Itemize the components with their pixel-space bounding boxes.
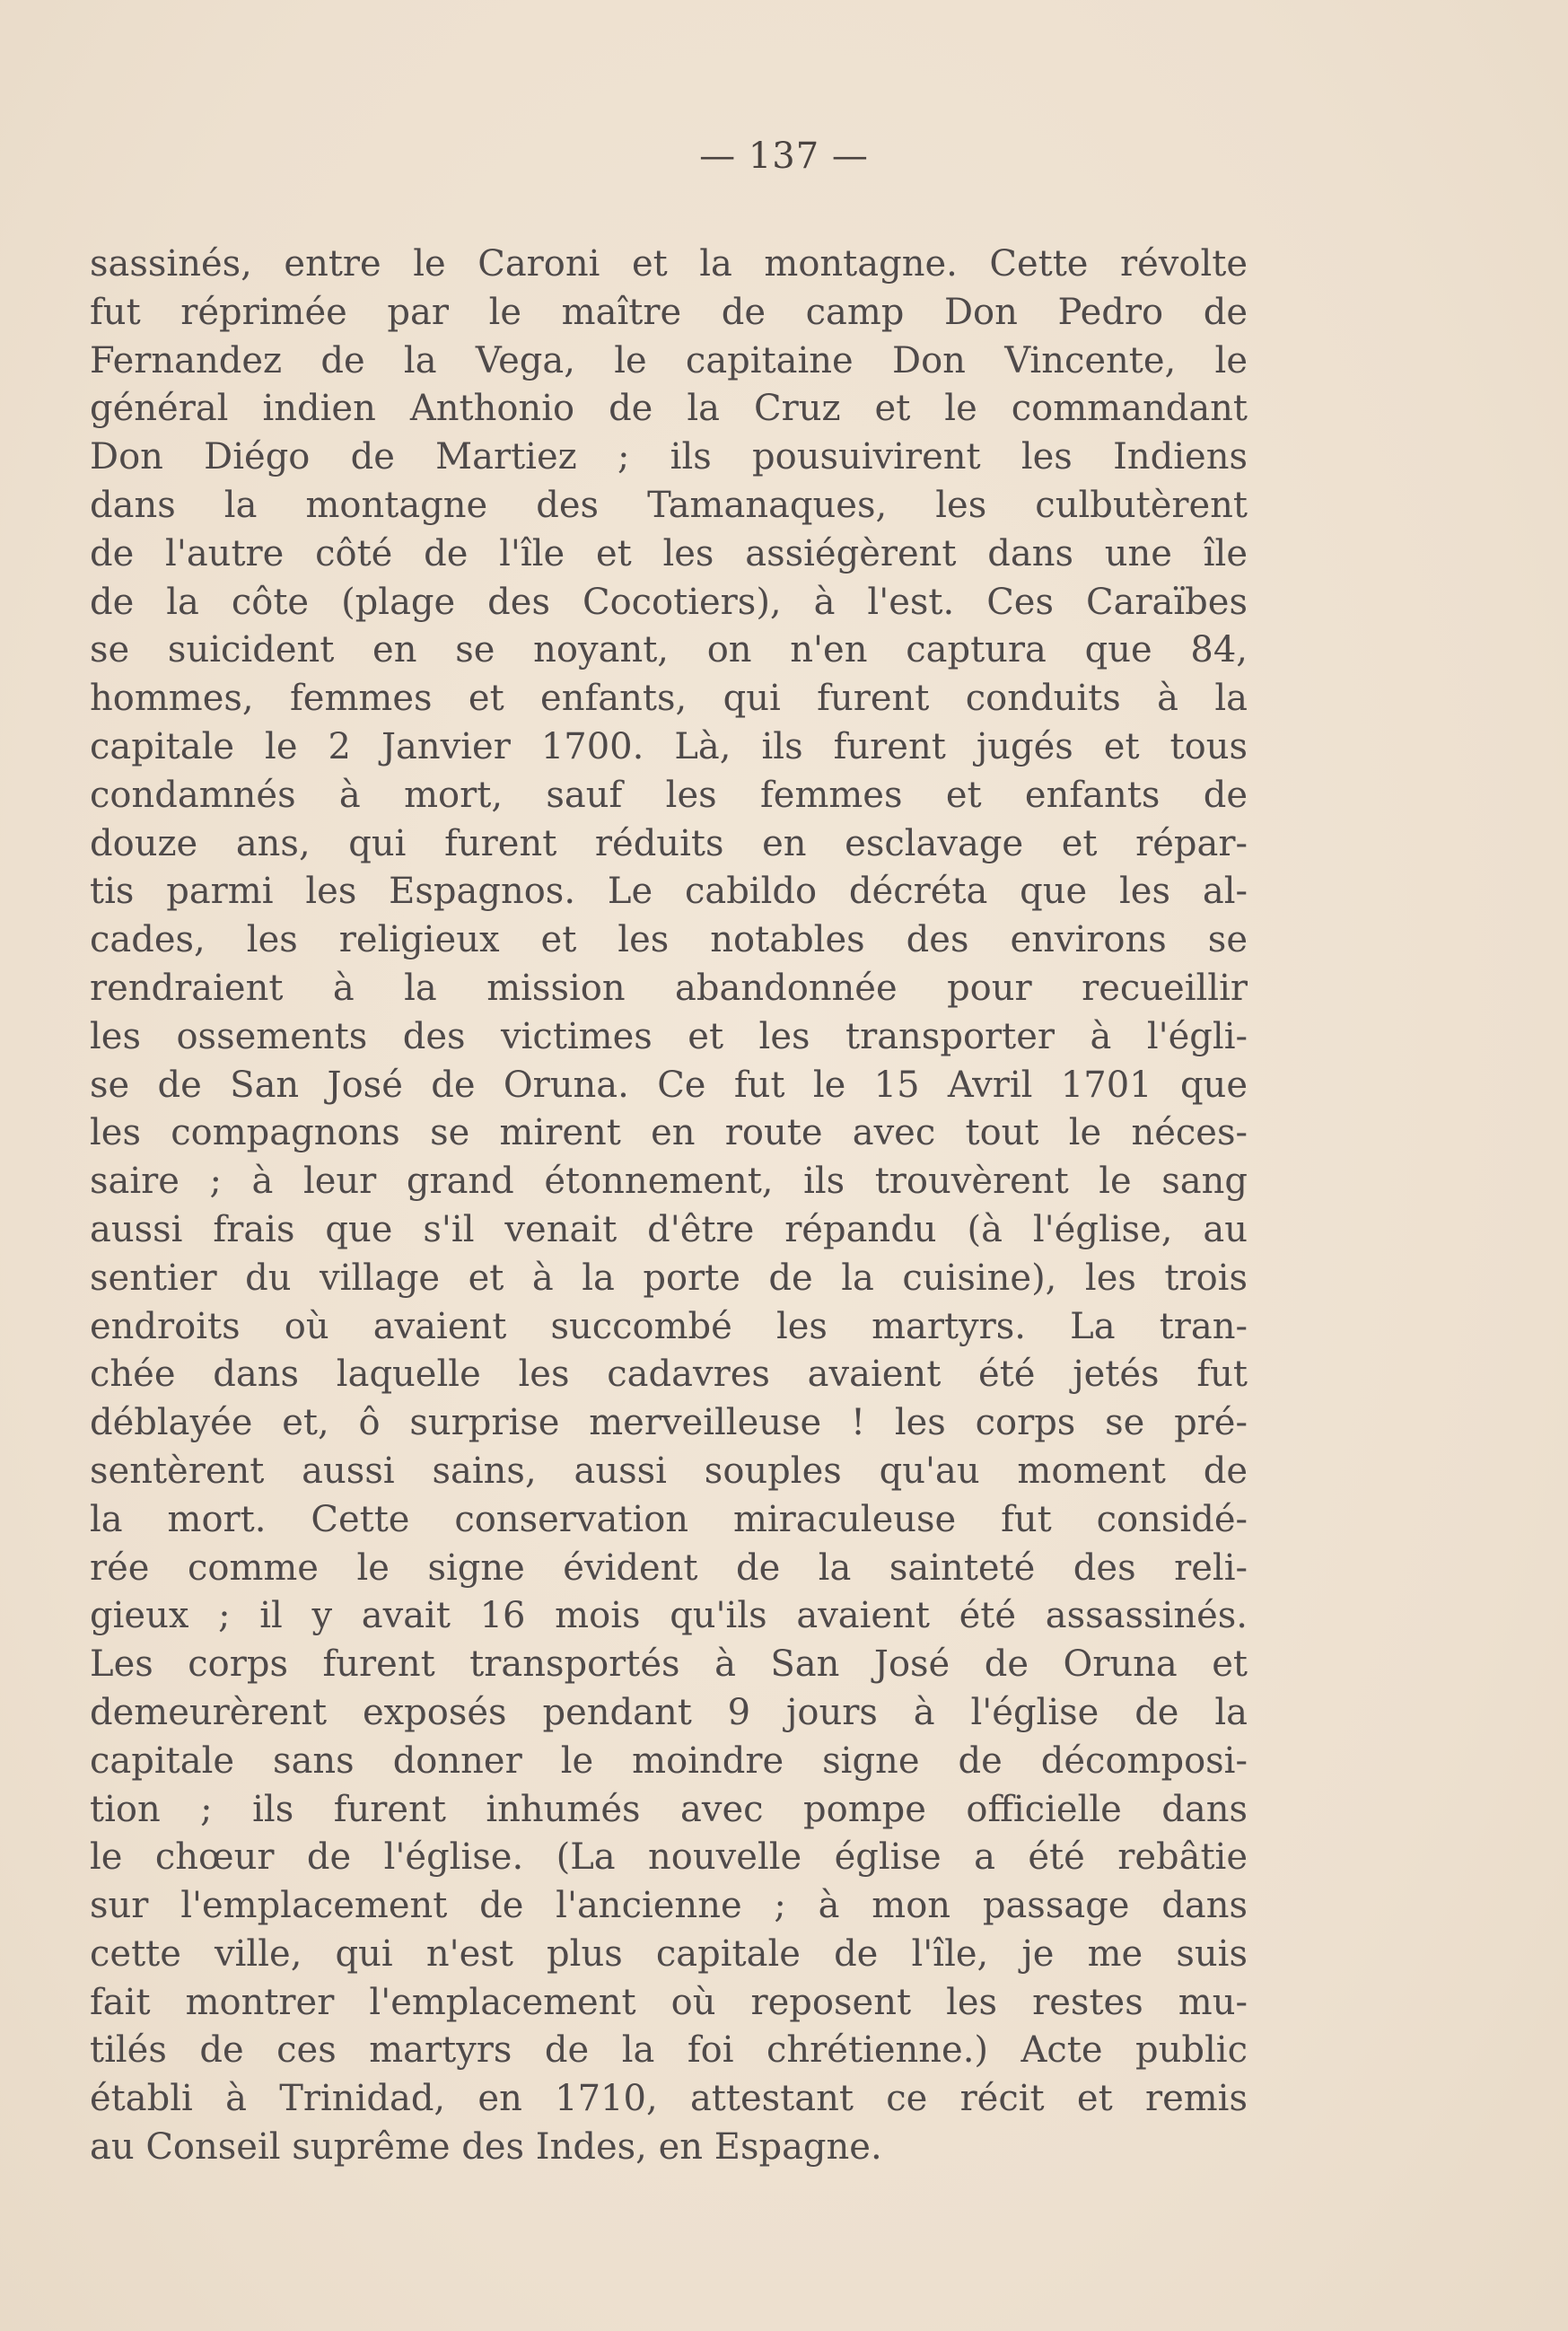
page-number: — 137 — <box>699 136 869 177</box>
text-line: établi à Trinidad, en 1710, attestant ce récit et remis <box>90 2078 1248 2120</box>
text-line: capitale sans donner le moindre signe de décomposi- <box>90 1739 1248 1782</box>
text-line: dans la montagne des Tamanaques, les culbutèrent <box>90 484 1248 526</box>
text-line: aussi frais que s'il venait d'être répandu (à l'église, au <box>90 1208 1248 1250</box>
text-line: sentèrent aussi sains, aussi souples qu'au moment de <box>90 1450 1248 1492</box>
text-line: sur l'emplacement de l'ancienne ; à mon passage dans <box>90 1885 1248 1927</box>
text-line: cades, les religieux et les notables des environs se <box>90 919 1248 961</box>
text-line: sentier du village et à la porte de la cuisine), les trois <box>90 1257 1248 1299</box>
text-line: rée comme le signe évident de la sainteté des reli- <box>90 1547 1248 1589</box>
body-text <box>90 241 1248 2172</box>
text-line: chée dans laquelle les cadavres avaient été jetés fut <box>90 1354 1248 1396</box>
text-line: général indien Anthonio de la Cruz et le commandant <box>90 388 1248 430</box>
text-line: les ossements des victimes et les transporter à l'égli- <box>90 1015 1248 1057</box>
text-line: capitale le 2 Janvier 1700. Là, ils furent jugés et tous <box>90 725 1248 767</box>
text-line: Les corps furent transportés à San José de Oruna et <box>90 1643 1248 1686</box>
text-line: Don Diégo de Martiez ; ils pousuivirent les Indiens <box>90 436 1248 478</box>
text-line: se suicident en se noyant, on n'en captura que 84, <box>90 629 1248 671</box>
text-line: de la côte (plage des Cocotiers), à l'est. Ces Caraïbes <box>90 581 1248 623</box>
text-line: demeurèrent exposés pendant 9 jours à l'église de la <box>90 1691 1248 1733</box>
text-line: au Conseil suprême des Indes, en Espagne. <box>90 2126 882 2169</box>
text-line: rendraient à la mission abandonnée pour recueillir <box>90 967 1248 1009</box>
text-line: de l'autre côté de l'île et les assiégèrent dans une île <box>90 532 1248 574</box>
text-line: gieux ; il y avait 16 mois qu'ils avaient été assassinés. <box>90 1595 1248 1637</box>
text-line: les compagnons se mirent en route avec tout le néces- <box>90 1112 1248 1154</box>
text-line: fut réprimée par le maître de camp Don Pedro de <box>90 291 1248 333</box>
text-line: le chœur de l'église. (La nouvelle église a été rebâtie <box>90 1836 1248 1879</box>
text-line: condamnés à mort, sauf les femmes et enfants de <box>90 774 1248 816</box>
text-line: saire ; à leur grand étonnement, ils trouvèrent le sang <box>90 1161 1248 1203</box>
text-line: la mort. Cette conservation miraculeuse fut considé- <box>90 1498 1248 1540</box>
text-line: déblayée et, ô surprise merveilleuse ! les corps se pré- <box>90 1402 1248 1444</box>
text-line: Fernandez de la Vega, le capitaine Don Vincente, le <box>90 339 1248 381</box>
text-line: endroits où avaient succombé les martyrs. La tran- <box>90 1305 1248 1347</box>
text-line: sassinés, entre le Caroni et la montagne. Cette révolte <box>90 243 1248 285</box>
text-line: tis parmi les Espagnos. Le cabildo décréta que les al- <box>90 871 1248 913</box>
text-line: douze ans, qui furent réduits en esclavage et répar- <box>90 822 1248 864</box>
text-line: se de San José de Oruna. Ce fut le 15 Avril 1701 que <box>90 1064 1248 1106</box>
text-line: tion ; ils furent inhumés avec pompe officielle dans <box>90 1788 1248 1830</box>
text-line: tilés de ces martyrs de la foi chrétienne.) Acte public <box>90 2029 1248 2072</box>
text-line: cette ville, qui n'est plus capitale de l'île, je me suis <box>90 1932 1248 1975</box>
text-line: fait montrer l'emplacement où reposent les restes mu- <box>90 1981 1248 2023</box>
text-line: hommes, femmes et enfants, qui furent conduits à la <box>90 678 1248 720</box>
